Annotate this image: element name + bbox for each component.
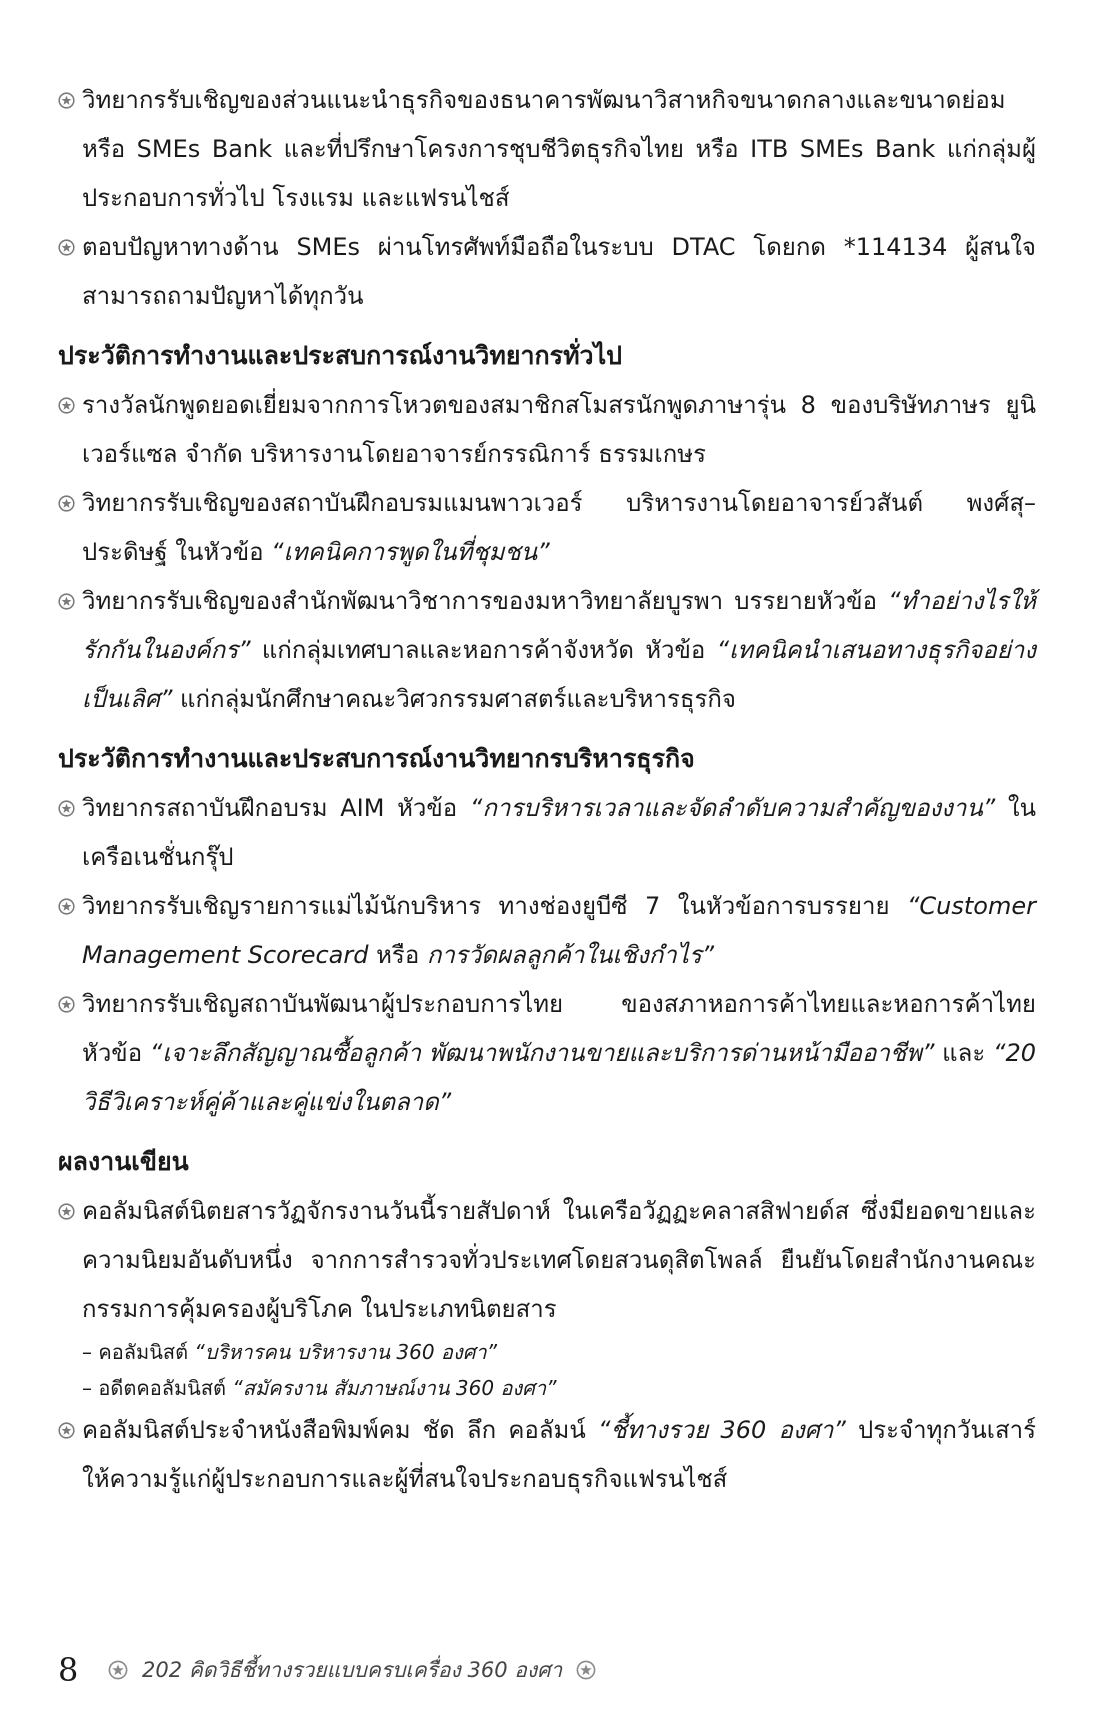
quoted-title: “เจาะลึกสัญญาณซื้อลูกค้า พัฒนาพนักงานขายและบริการด่านหน้ามืออาชีพ” (149, 1039, 935, 1067)
star-bullet-icon (58, 495, 75, 512)
list-item-text: วิทยากรรับเชิญสถาบันพัฒนาผู้ประกอบการไทย ของสภาหอการค้าไทยและหอการค้าไทย หัวข้อ (82, 990, 1036, 1067)
list-item-text: วิทยากรสถาบันฝึกอบรม AIM หัวข้อ (82, 794, 470, 822)
list-item (58, 1406, 1036, 1504)
quoted-title: “เทคนิคการพูดในที่ชุมชน” (271, 538, 550, 566)
page-content (58, 76, 1036, 1504)
list-item (58, 1187, 1036, 1334)
list-item-text: แก่กลุ่มเทศบาลและหอการค้าจังหวัด หัวข้อ (250, 636, 717, 664)
sub-list-text: – อดีตคอลัมนิสต์ (82, 1376, 233, 1400)
book-title: 202 คิดวิธีชี้ทางรวยแบบครบเครื่อง 360 องศา (142, 1657, 563, 1682)
quoted-title: “บริหารคน บริหารงาน 360 องศา” (194, 1340, 497, 1364)
star-bullet-icon (58, 92, 75, 109)
section-heading: ประวัติการทำงานและประสบการณ์งานวิทยากรบริหารธุรกิจ (58, 744, 695, 773)
sub-list-text: – คอลัมนิสต์ (82, 1340, 195, 1364)
list-item-text: รางวัลนักพูดยอดเยี่ยมจากการโหวตของสมาชิกสโมสรนักพูดภาษารุ่น 8 ของบริษัทภาษร ยูนิเวอร์แซล จำกัด บริหารงานโดยอาจารย์กรรณิการ์ ธรรมเกษร (82, 391, 1036, 468)
quoted-title: การวัดผลลูกค้าในเชิงกำไร” (426, 941, 715, 969)
quoted-title: “การบริหารเวลาและจัดลำดับความสำคัญของงาน” (469, 794, 996, 822)
list-item-text: ตอบปัญหาทางด้าน SMEs ผ่านโทรศัพท์มือถือในระบบ DTAC โดยกด *114134 ผู้สนใจสามารถถามปัญหาได้ทุกวัน (82, 233, 1036, 310)
list-item (58, 479, 1036, 577)
section-heading: ผลงานเขียน (58, 1147, 189, 1176)
quoted-title: “ชี้ทางรวย 360 องศา” (598, 1416, 846, 1444)
list-item (58, 381, 1036, 479)
quoted-title: “ทำอย่างไรให้รักกันในองค์กร” (82, 587, 1036, 664)
star-bullet-icon (58, 996, 75, 1013)
quoted-title: “Customer Management Scorecard (82, 892, 1036, 969)
list-item-text: ในเครือเนชั่นกรุ๊ป (82, 794, 1036, 871)
list-item-text: วิทยากรรับเชิญรายการแม่ไม้นักบริหาร ทางช่องยูบีซี 7 ในหัวข้อการบรรยาย (82, 892, 907, 920)
list-item (58, 577, 1036, 724)
list-item (58, 784, 1036, 882)
list-item-text: คอลัมนิสต์ประจำหนังสือพิมพ์คม ชัด ลึก คอลัมน์ (82, 1416, 599, 1444)
star-bullet-icon (58, 593, 75, 610)
list-item (58, 76, 1036, 223)
star-bullet-icon (58, 898, 75, 915)
list-item-text: วิทยากรรับเชิญของสำนักพัฒนาวิชาการของมหาวิทยาลัยบูรพา บรรยายหัวข้อ (82, 587, 889, 615)
star-bullet-icon (58, 397, 75, 414)
section-heading: ประวัติการทำงานและประสบการณ์งานวิทยากรทั่วไป (58, 341, 623, 370)
list-item-text: ประจำทุกวันเสาร์ ให้ความรู้แก่ผู้ประกอบการและผู้ที่สนใจประกอบธุรกิจแฟรนไชส์ (82, 1416, 1036, 1493)
sub-list-item (58, 1334, 1036, 1370)
list-item (58, 882, 1036, 980)
list-item (58, 980, 1036, 1127)
star-bullet-icon (58, 239, 75, 256)
page-number: 8 (58, 1651, 79, 1689)
star-icon (108, 1660, 128, 1680)
list-item-text: และ (934, 1039, 994, 1067)
quoted-title: “สมัครงาน สัมภาษณ์งาน 360 องศา” (232, 1376, 557, 1400)
quoted-title: “เทคนิคนำเสนอทางธุรกิจอย่างเป็นเลิศ” (82, 636, 1036, 713)
star-icon (576, 1660, 596, 1680)
list-item-text: แก่กลุ่มนักศึกษาคณะวิศวกรรมศาสตร์และบริหารธุรกิจ (172, 685, 736, 713)
list-item (58, 223, 1036, 321)
list-item-text: วิทยากรรับเชิญของสถาบันฝึกอบรมแมนพาวเวอร์ บริหารงานโดยอาจารย์วสันต์ พงศ์สุ–ประดิษฐ์ ในหัวข้อ (82, 489, 1036, 566)
list-item-text: หรือ (368, 941, 427, 969)
star-bullet-icon (58, 800, 75, 817)
list-item-text: คอลัมนิสต์นิตยสารวัฏจักรงานวันนี้รายสัปดาห์ ในเครือวัฏฏะคลาสสิฟายด์ส ซึ่งมียอดขายและความนิยมอันดับหนึ่ง จากการสำรวจทั่วประเทศโดยสวนดุสิตโพลล์ ยืนยันโดยสำนักงานคณะกรรมการคุ้มครองผู้บริโภค ในประเภทนิตยสาร (82, 1197, 1036, 1323)
quoted-title: “20 วิธีวิเคราะห์คู่ค้าและคู่แข่งในตลาด” (82, 1039, 1036, 1116)
star-bullet-icon (58, 1422, 75, 1439)
list-item-text: วิทยากรรับเชิญของส่วนแนะนำธุรกิจของธนาคารพัฒนาวิสาหกิจขนาดกลางและขนาดย่อม หรือ SMEs Bank และที่ปรึกษาโครงการชุบชีวิตธุรกิจไทย หรือ ITB SMEs Bank แก่กลุ่มผู้ประกอบการทั่วไป โรงแรม และแฟรนไชส์ (82, 86, 1036, 212)
star-bullet-icon (58, 1203, 75, 1220)
page-footer (58, 1648, 596, 1692)
sub-list-item (58, 1370, 1036, 1406)
